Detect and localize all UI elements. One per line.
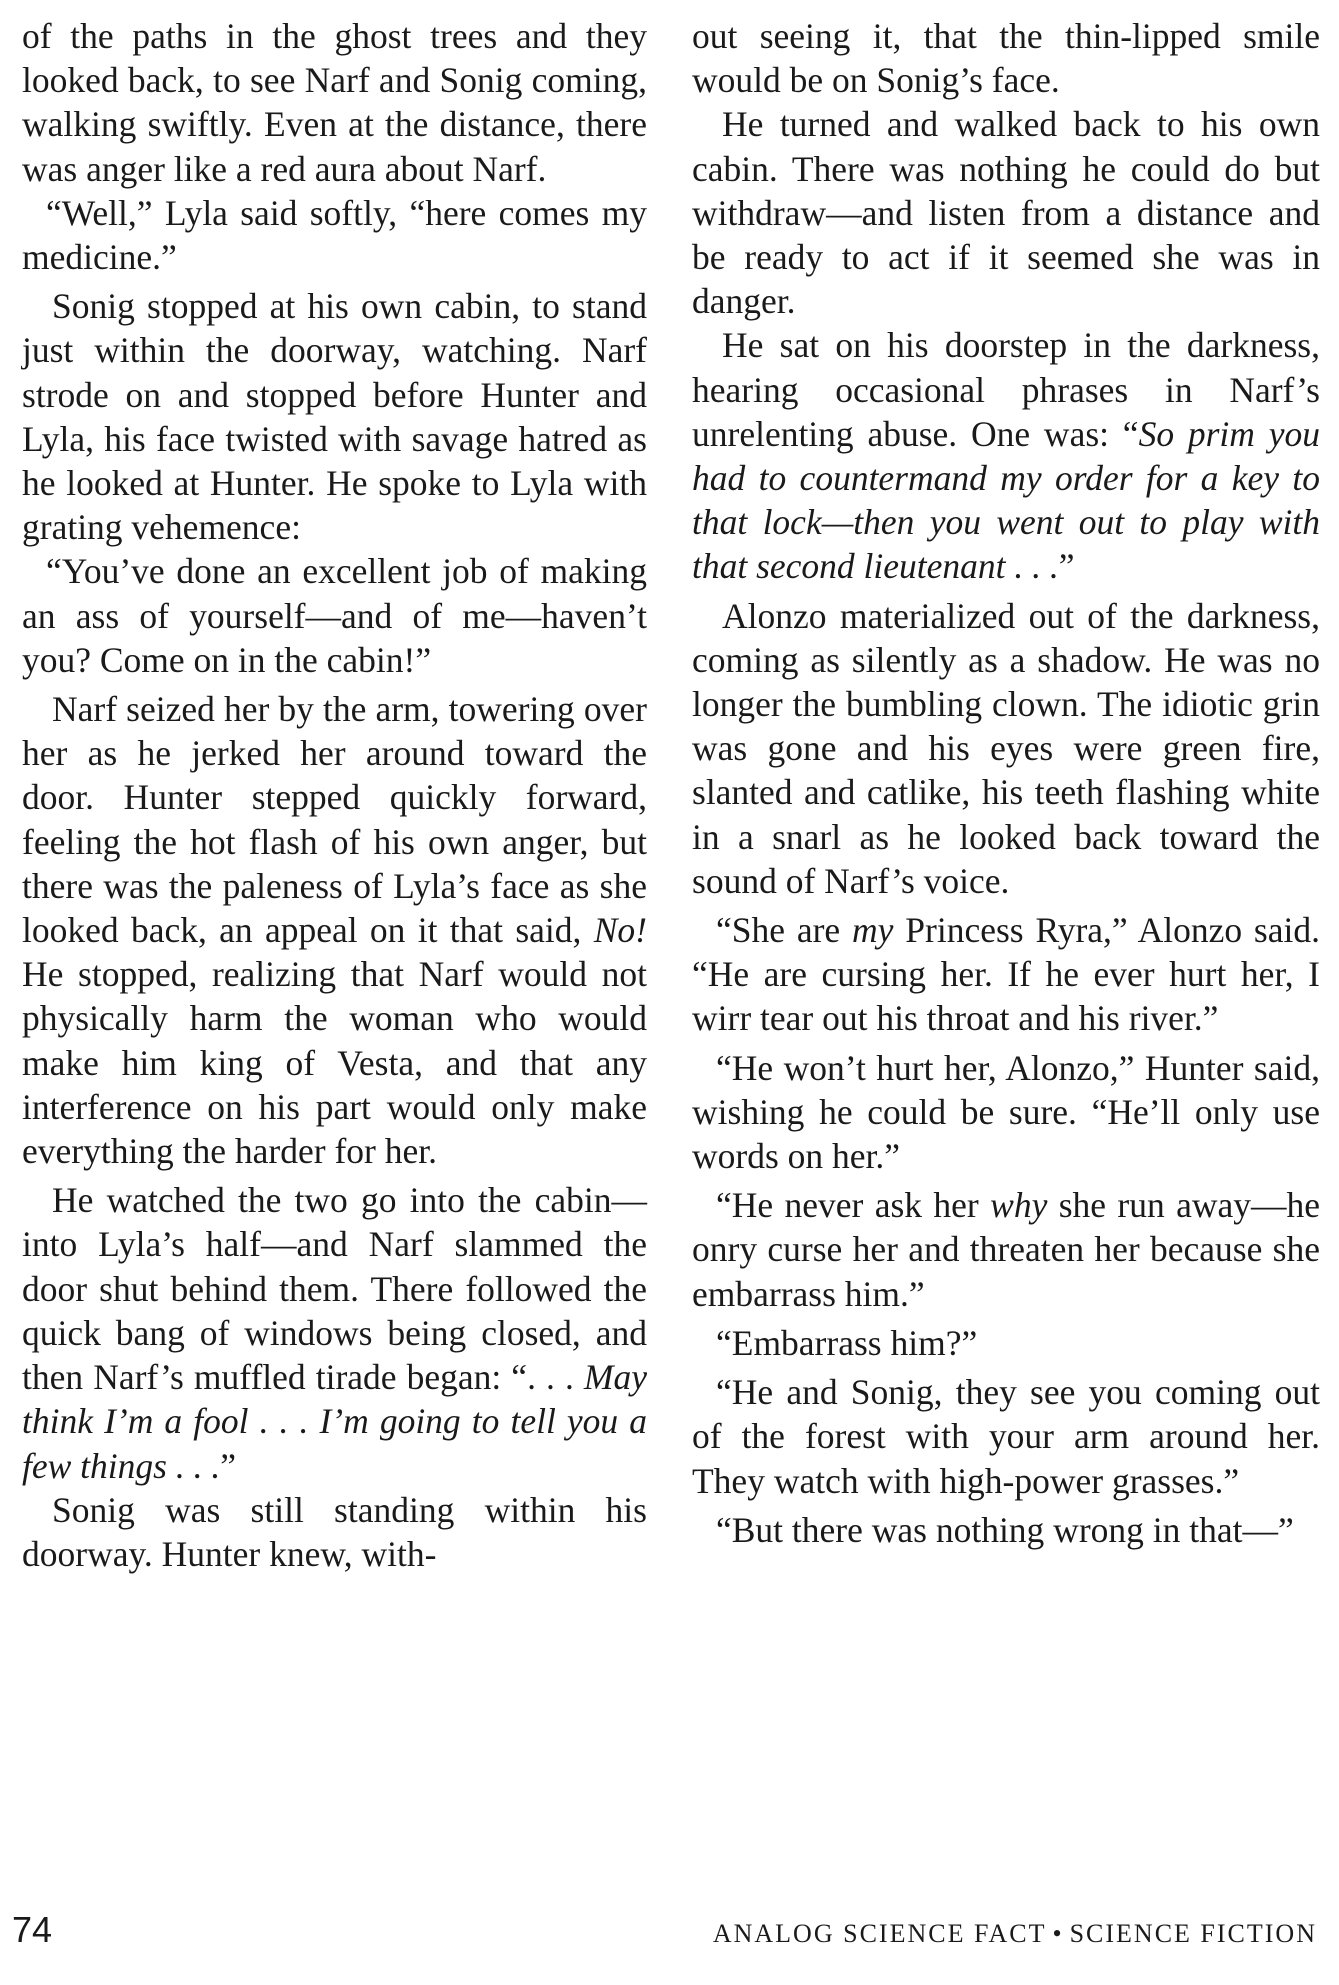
paragraph: Sonig was still standing within his doorway. Hunter knew, with- [22,1489,647,1574]
paragraph-text: “He never ask her [716,1185,991,1226]
paragraph-text: He stopped, realizing that Narf would not physically harm the woman who would make him king of Vesta, and that any interference on his part would only make everything the harder for her. [22,954,647,1172]
paragraph [692,908,1320,1041]
paragraph-text: ” [220,1445,236,1486]
footer-title-right: SCIENCE FICTION [1069,1919,1317,1948]
paragraph-text: He sat on his doorstep in the darkness, hearing occasional phrases in Narf’s unrelenting abuse. One was: “ [692,325,1320,454]
emphasis-text: May think I’m a fool . . . I’m going to tell you a few things . . . [22,1357,647,1486]
emphasis-text: why [990,1185,1048,1226]
paragraph-text: “She are [716,910,853,951]
page-footer [0,1908,1339,1958]
paragraph: Alonzo materialized out of the darkness, coming as silently as a shadow. He was no longer the bumbling clown. The idiotic grin was gone and his eyes were green fire, slanted and catlike, his teeth flashing white in a snarl as he looked back toward the sound of Narf’s voice. [692,595,1320,901]
paragraph-text: Narf seized her by the arm, towering over her as he jerked her around toward the door. Hunter stepped quickly forward, feeling the hot flash of his own anger, but there was the paleness of Lyla’s face as she looked back, an appeal on it that said, [22,689,647,951]
paragraph [692,1183,1320,1316]
paragraph: “Well,” Lyla said softly, “here comes my medicine.” [22,192,647,278]
paragraph: “You’ve done an excellent job of making an ass of yourself—and of me—haven’t you? Come on in the cabin!” [22,551,647,680]
paragraph: of the paths in the ghost trees and they looked back, to see Narf and Sonig coming, walking swiftly. Even at the distance, there was anger like a red aura about Narf. [22,16,647,189]
paragraph-text: Princess Ryra,” Alonzo said. “He are cursing her. If he ever hurt her, I wirr tear out his throat and his river.” [692,910,1320,1039]
paragraph: “But there was nothing wrong in that—” [716,1509,1294,1550]
left-column [22,14,647,1576]
right-column [692,14,1320,1552]
paragraph: “He and Sonig, they see you coming out of the forest with your arm around her. They watch with high-power grasses.” [692,1372,1320,1501]
paragraph: out seeing it, that the thin-lipped smile would be on Sonig’s face. [692,16,1320,101]
footer-title-left: ANALOG SCIENCE FACT [712,1919,1047,1948]
paragraph [22,1178,647,1487]
paragraph: “He won’t hurt her, Alonzo,” Hunter said, wishing he could be sure. “He’ll only use words on her.” [692,1047,1320,1177]
emphasis-text: No! [593,910,647,951]
page-number: 74 [12,1909,53,1950]
emphasis-text: my [852,910,894,951]
paragraph [22,687,647,1173]
running-footer [713,1914,1317,1954]
paragraph: Sonig stopped at his own cabin, to stand just within the doorway, watching. Narf strode on and stopped before Hunter and Lyla, his face twisted with savage hatred as he looked at Hunter. He spoke to Lyla with grating vehemence: [22,286,647,548]
paragraph-text: she run away—he onry curse her and threaten her because she embarrass him.” [692,1185,1320,1314]
paragraph: “Embarrass him?” [716,1322,978,1363]
paragraph [692,323,1320,588]
bullet-separator-icon: • [1052,1919,1064,1948]
paragraph: He turned and walked back to his own cabin. There was nothing he could do but withdraw—and listen from a distance and be ready to act if it seemed she was in danger. [692,104,1320,322]
emphasis-text: So prim you had to countermand my order for a key to that lock—then you went out to play with that second lieutenant . . . [692,413,1320,587]
paragraph-text: ” [1058,546,1075,587]
paragraph-text: He watched the two go into the cabin—into Lyla’s half—and Narf slammed the door shut behind them. There followed the quick bang of windows being closed, and then Narf’s muffled tirade began: “. . . [22,1180,647,1398]
